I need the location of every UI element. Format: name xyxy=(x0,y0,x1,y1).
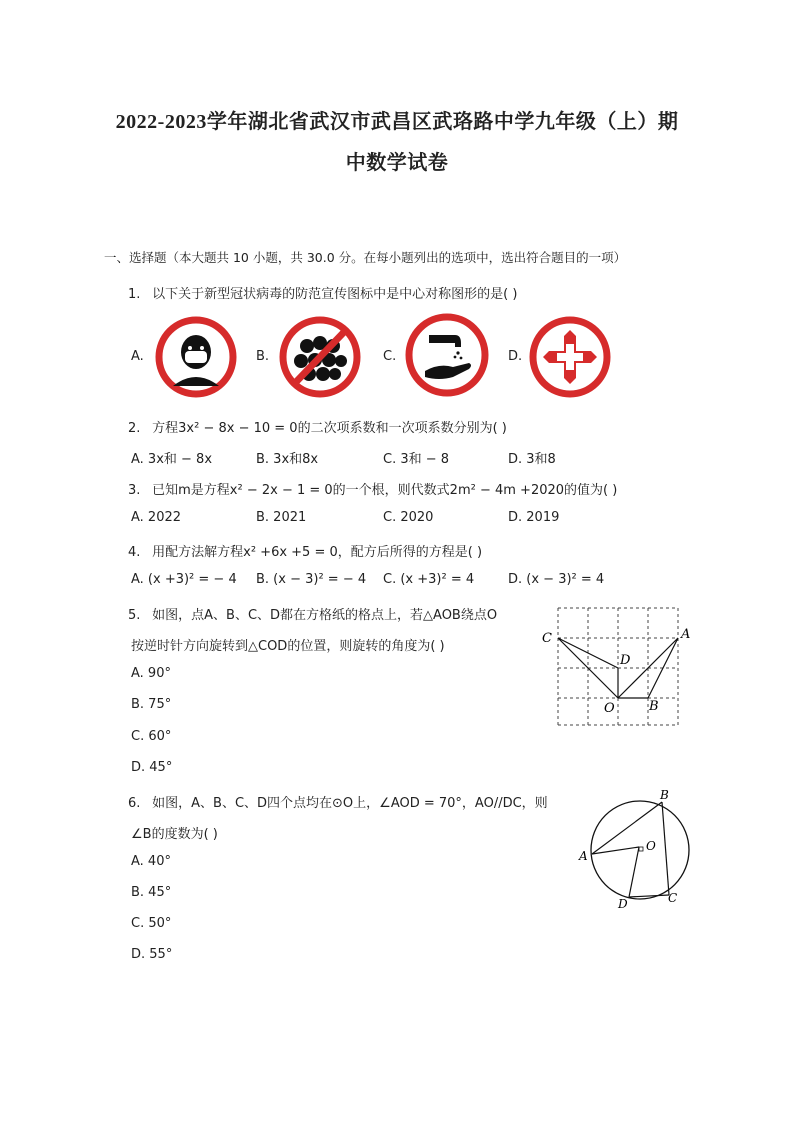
option-label-d: D. xyxy=(508,349,523,364)
question-text: 已知m是方程x² − 2x − 1 = 0的一个根，则代数式2m² − 4m +2020的值为( ) xyxy=(152,483,618,498)
question-text-line2: 按逆时针方向旋转到△COD的位置，则旋转的角度为( ) xyxy=(131,639,445,654)
question-3 xyxy=(128,479,617,498)
option-b: B. 3x和8x xyxy=(256,452,319,467)
option-c: C. 3和 − 8 xyxy=(383,452,450,467)
question-number: 4. xyxy=(128,545,141,560)
option-label-a: A. xyxy=(131,349,144,364)
handwash-icon xyxy=(405,313,489,397)
question-6 xyxy=(128,792,548,811)
question-1 xyxy=(128,283,517,302)
label-c: C xyxy=(668,891,678,905)
label-a: A xyxy=(681,627,691,642)
circle-figure xyxy=(576,786,696,912)
grid-rotation-figure xyxy=(538,600,698,730)
section-heading: 一、选择题（本大题共 10 小题，共 30.0 分。在每小题列出的选项中，选出符合题目的一项） xyxy=(104,250,627,265)
page-title-line1: 2022-2023学年湖北省武汉市武昌区武珞路中学九年级（上）期 xyxy=(115,111,679,133)
label-o: O xyxy=(604,701,615,716)
red-cross-icon xyxy=(529,316,611,398)
label-d: D xyxy=(620,653,631,668)
option-b: B. 75° xyxy=(131,697,172,712)
label-b: B xyxy=(649,699,659,714)
question-text-line1: 如图，点A、B、C、D都在方格纸的格点上，若△AOB绕点O xyxy=(152,608,498,623)
option-a: A. 2022 xyxy=(131,510,182,525)
option-a: A. 90° xyxy=(131,666,171,681)
label-o: O xyxy=(646,839,656,853)
no-crowd-icon xyxy=(279,316,361,398)
option-d: D. (x − 3)² = 4 xyxy=(508,572,605,587)
question-text: 方程3x² − 8x − 10 = 0的二次项系数和一次项系数分别为( ) xyxy=(152,421,507,436)
question-number: 3. xyxy=(128,483,141,498)
option-b: B. 2021 xyxy=(256,510,307,525)
option-a: A. 40° xyxy=(131,854,171,869)
option-label-b: B. xyxy=(256,349,270,364)
label-b: B xyxy=(660,788,669,802)
label-a: A xyxy=(579,849,588,863)
question-number: 1. xyxy=(128,287,141,302)
label-c: C xyxy=(542,631,552,646)
option-d: D. 55° xyxy=(131,947,173,962)
label-d: D xyxy=(618,897,628,911)
option-a: A. 3x和 − 8x xyxy=(131,452,213,467)
question-number: 6. xyxy=(128,796,141,811)
question-text: 以下关于新型冠状病毒的防范宣传图标中是中心对称图形的是( ) xyxy=(152,287,518,302)
page-title-line2: 中数学试卷 xyxy=(345,152,449,174)
option-d: D. 3和8 xyxy=(508,452,556,467)
question-6-line2 xyxy=(131,823,218,842)
question-5-line2 xyxy=(131,635,445,654)
question-number: 2. xyxy=(128,421,141,436)
option-c: C. 50° xyxy=(131,916,172,931)
question-5 xyxy=(128,604,497,623)
option-b: B. (x − 3)² = − 4 xyxy=(256,572,367,587)
option-a: A. (x +3)² = − 4 xyxy=(131,572,237,587)
question-4 xyxy=(128,541,482,560)
option-c: C. 60° xyxy=(131,729,172,744)
option-d: D. 45° xyxy=(131,760,173,775)
question-2 xyxy=(128,417,507,436)
question-text-line1: 如图，A、B、C、D四个点均在⊙O上，∠AOD = 70°，AO//DC，则 xyxy=(152,796,548,811)
option-c: C. 2020 xyxy=(383,510,434,525)
option-d: D. 2019 xyxy=(508,510,560,525)
question-number: 5. xyxy=(128,608,141,623)
option-c: C. (x +3)² = 4 xyxy=(383,572,475,587)
option-b: B. 45° xyxy=(131,885,172,900)
question-text: 用配方法解方程x² +6x +5 = 0，配方后所得的方程是( ) xyxy=(152,545,483,560)
question-text-line2: ∠B的度数为( ) xyxy=(131,827,218,842)
option-label-c: C. xyxy=(383,349,397,364)
mask-person-icon xyxy=(155,316,237,398)
